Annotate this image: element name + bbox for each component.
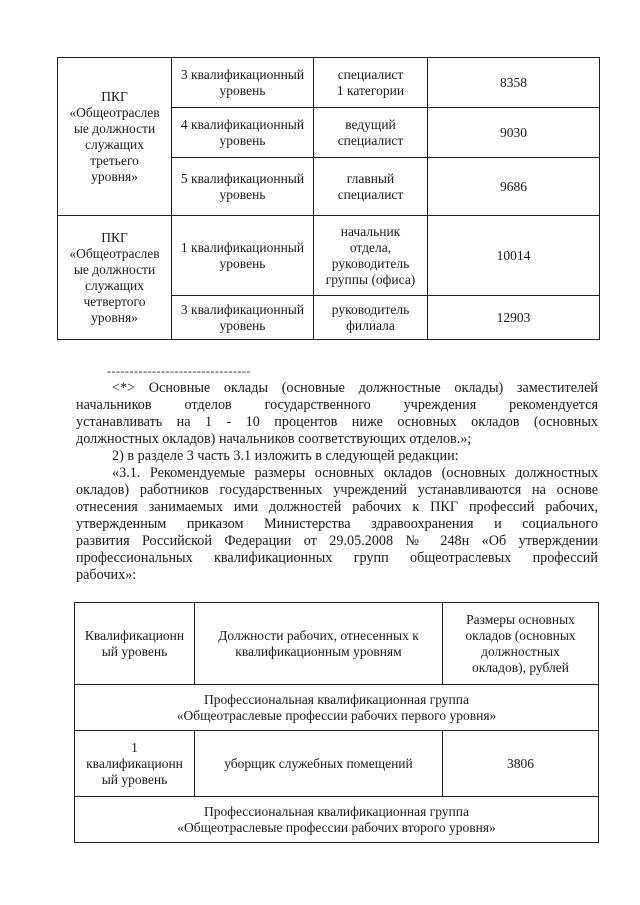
group-name-fourth-level: ПКГ «Общеотраслев ые должности служащих четвертого уровня» (58, 216, 172, 340)
header-salary: Размеры основных окладов (основных должностных окладов), рублей (443, 603, 599, 685)
position-name: специалист 1 категории (314, 58, 428, 108)
text-line: должностных окладов) начальников соответствующих отделов.»; (76, 431, 472, 447)
footnote-separator: -------------------------------- (107, 364, 251, 378)
position-name: руководитель филиала (314, 296, 428, 340)
position-name: ведущий специалист (314, 108, 428, 158)
qualification-level: 5 квалификационный уровень (172, 158, 314, 216)
section-3-1-paragraph (76, 465, 598, 584)
salary-value: 10014 (428, 216, 600, 296)
text-line: начальников отделов государственного учреждения рекомендуется (76, 397, 598, 413)
text-line: профессиональных квалификационных групп общеотраслевых профессий (76, 550, 598, 566)
position-name: уборщик служебных помещений (195, 731, 443, 797)
table-row (75, 731, 599, 797)
text-line: рабочих»: (76, 567, 137, 583)
text-line: «3.1. Рекомендуемые размеры основных окладов (основных должностных (112, 465, 598, 481)
text-line: устанавливать на 1 - 10 процентов ниже основных окладов (основных (76, 414, 598, 430)
group-title-first-level: Профессиональная квалификационная группа «Общеотраслевые профессии рабочих первого уровня» (75, 685, 599, 731)
salary-value: 3806 (443, 731, 599, 797)
group-row (75, 685, 599, 731)
text-line: 2) в разделе 3 часть 3.1 изложить в следующей редакции: (112, 448, 459, 464)
salary-value: 9686 (428, 158, 600, 216)
header-positions: Должности рабочих, отнесенных к квалификационным уровням (195, 603, 443, 685)
text-line: утвержденным приказом Министерства здравоохранения и социального (76, 516, 598, 532)
table-row (58, 216, 600, 296)
text-line: развития Российской Федерации от 29.05.2008 № 248н «Об утверждении (76, 533, 598, 549)
qualification-level: 4 квалификационный уровень (172, 108, 314, 158)
qualification-level: 1 квалификационный уровень (172, 216, 314, 296)
footnote-paragraph (76, 380, 598, 448)
position-name: главный специалист (314, 158, 428, 216)
qualification-level: 3 квалификационный уровень (172, 58, 314, 108)
position-name: начальник отдела, руководитель группы (офиса) (314, 216, 428, 296)
table-row (58, 58, 600, 108)
salary-table-employees (57, 57, 600, 340)
salary-value: 8358 (428, 58, 600, 108)
amendment-paragraph (76, 448, 598, 465)
qualification-level: 1 квалификационн ый уровень (75, 731, 195, 797)
salary-table-workers (74, 602, 599, 843)
salary-value: 9030 (428, 108, 600, 158)
header-level: Квалификационн ый уровень (75, 603, 195, 685)
group-row (75, 797, 599, 843)
text-line: <*> Основные оклады (основные должностные оклады) заместителей (112, 380, 598, 396)
table-header-row (75, 603, 599, 685)
salary-value: 12903 (428, 296, 600, 340)
group-name-third-level: ПКГ «Общеотраслев ые должности служащих третьего уровня» (58, 58, 172, 216)
text-line: отнесения занимаемых ими должностей рабочих к ПКГ профессий рабочих, (76, 499, 598, 515)
text-line: окладов) работников государственных учреждений устанавливаются на основе (76, 482, 598, 498)
qualification-level: 3 квалификационный уровень (172, 296, 314, 340)
group-title-second-level: Профессиональная квалификационная группа «Общеотраслевые профессии рабочих второго уровня» (75, 797, 599, 843)
